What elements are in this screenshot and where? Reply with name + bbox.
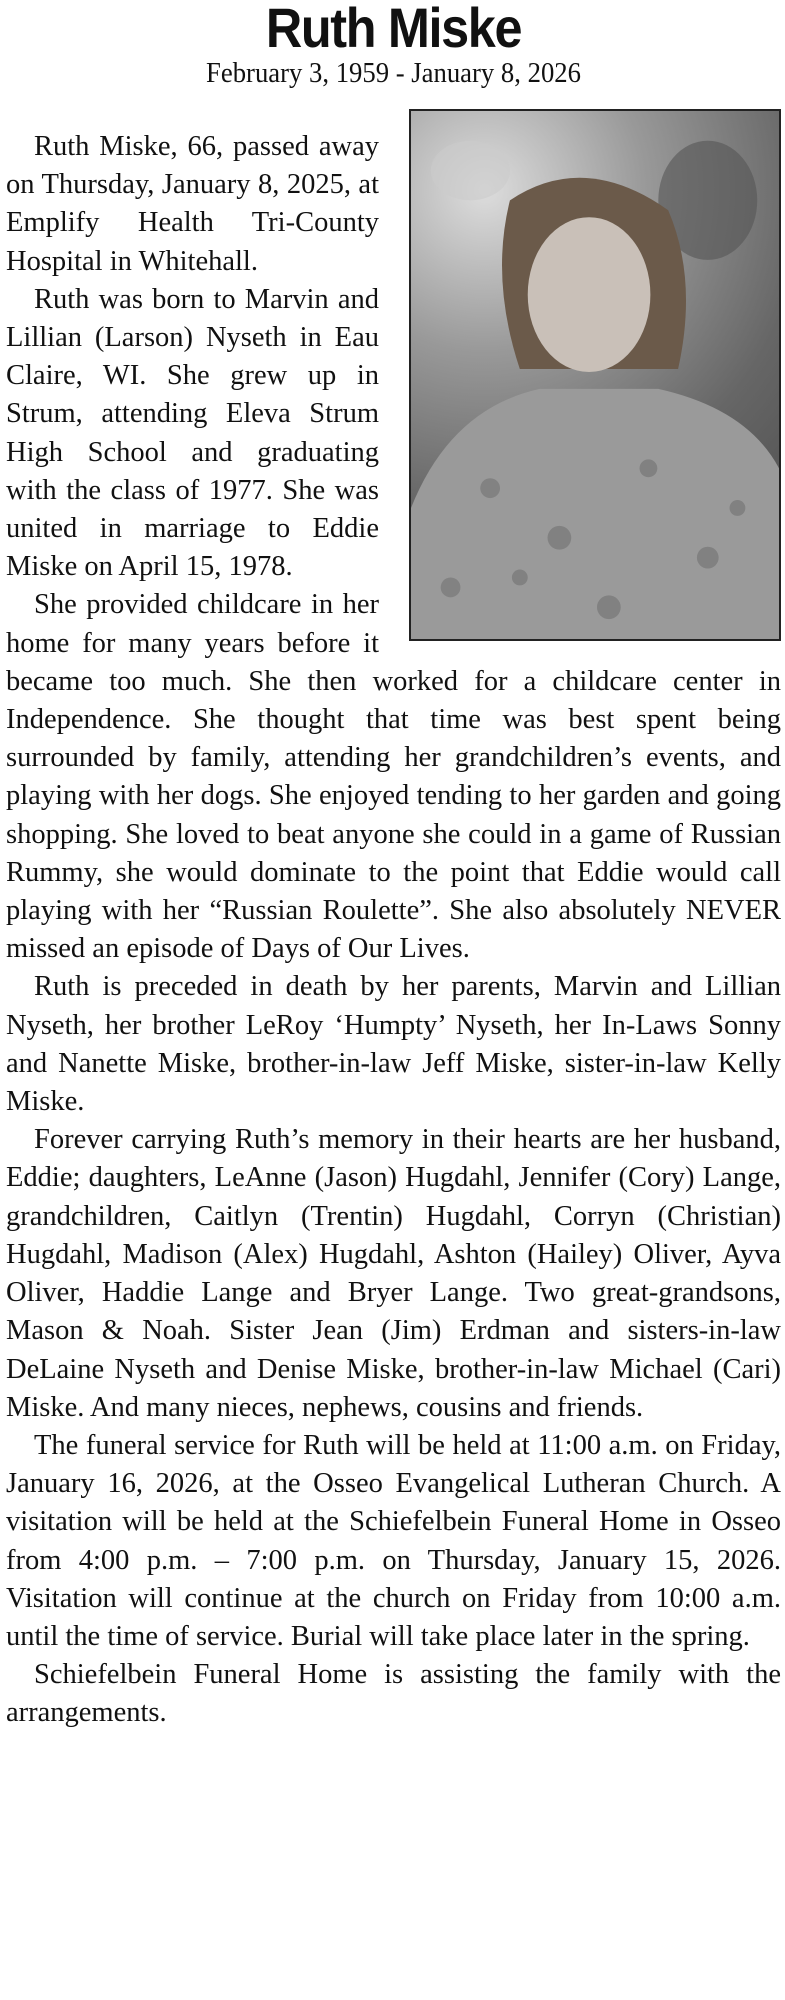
paragraph-preceded-by: Ruth is preceded in death by her parents, Marvin and Lillian Nyseth, her brother LeRoy ‘Humpty’ Nyseth, her In-Laws Sonny and Nanette Miske, brother-in-law Jeff Miske, sister-in-law Kelly Miske. <box>6 971 781 1118</box>
paragraph-services: The funeral service for Ruth will be held at 11:00 a.m. on Friday, January 16, 2026, at the Osseo Evangelical Lutheran Church. A visitation will be held at the Schiefelbein Funeral Home in Osseo from 4:00 p.m. – 7:00 p.m. on Thursday, January 15, 2026. Visitation will continue at the church on Friday from 10:00 a.m. until the time of service. Burial will take place later in the spring. <box>6 1429 781 1652</box>
paragraph-survivors: Forever carrying Ruth’s memory in their hearts are her husband, Eddie; daughters, LeAnne (Jason) Hugdahl, Jennifer (Cory) Lange, grandchildren, Caitlyn (Trentin) Hugdahl, Corryn (Christian) Hugdahl, Madison (Alex) Hugdahl, Ashton (Hailey) Oliver, Ayva Oliver, Haddie Lange and Bryer Lange. Two great-grandsons, Mason & Noah. Sister Jean (Jim) Erdman and sisters-in-law DeLaine Nyseth and Denise Miske, brother-in-law Michael (Cari) Miske. And many nieces, nephews, cousins and friends. <box>6 1124 781 1423</box>
paragraph-death-notice: Ruth Miske, 66, passed away on Thursday, January 8, 2025, at Emplify Health Tri-County Hospital in Whitehall. <box>6 131 379 277</box>
paragraph-funeral-home: Schiefelbein Funeral Home is assisting the family with the arrangements. <box>6 1659 781 1729</box>
paragraph-early-life: Ruth was born to Marvin and Lillian (Larson) Nyseth in Eau Claire, WI. She grew up in Strum, attending Eleva Strum High School and graduating with the class of 1977. She was united in marriage to Eddie Miske on April 15, 1978. <box>6 283 379 583</box>
obituary-body <box>6 128 781 1733</box>
obituary-name: Ruth Miske <box>265 0 522 59</box>
paragraph-life-hobbies: She provided childcare in her home for many years before it became too much. She then worked for a childcare center in Independence. She thought that time was best spent being surrounded by family, attending her grandchildren’s events, and playing with her dogs. She enjoyed tending to her garden and going shopping. She loved to beat anyone she could in a game of Russian Rummy, she would dominate to the point that Eddie would call playing with her “Russian Roulette”. She also absolutely NEVER missed an episode of Days of Our Lives. <box>6 589 781 965</box>
portrait-photo-icon <box>409 109 781 641</box>
life-dates: February 3, 1959 - January 8, 2026 <box>206 57 581 89</box>
